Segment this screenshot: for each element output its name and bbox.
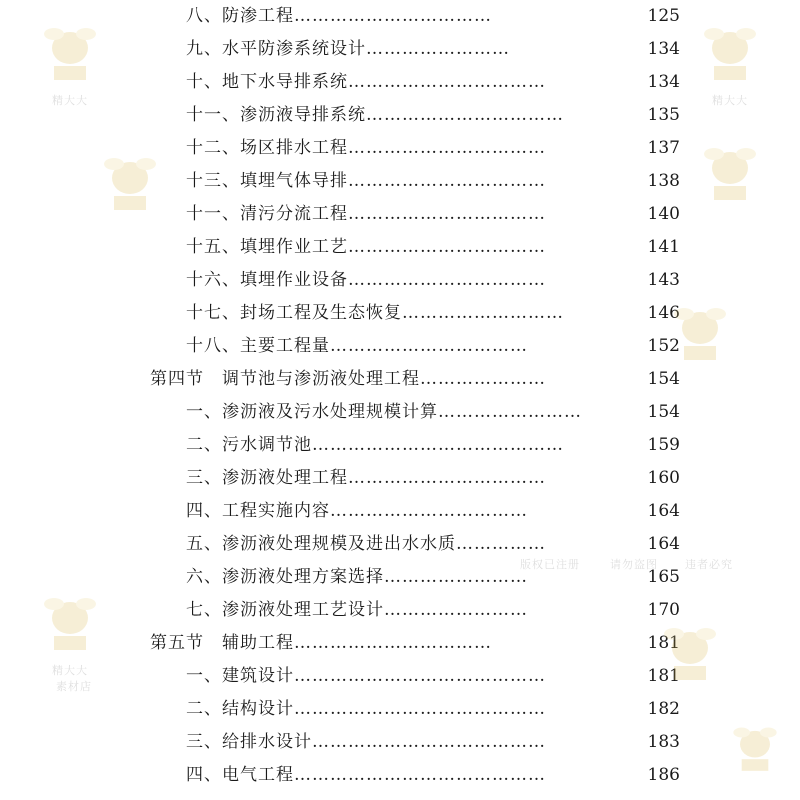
dot-leader: …………………………… bbox=[348, 468, 546, 488]
toc-page-number: 181 bbox=[647, 633, 680, 653]
dot-leader: …………………… bbox=[384, 567, 528, 587]
bee-logo-icon bbox=[700, 140, 760, 210]
toc-entry-label: 四、工程实施内容 bbox=[186, 501, 330, 521]
toc-entry-label: 十五、填埋作业工艺 bbox=[186, 237, 348, 257]
toc-entry[interactable] bbox=[186, 297, 600, 330]
toc-page-number: 182 bbox=[647, 699, 680, 719]
dot-leader: …………………………………… bbox=[294, 666, 546, 686]
toc-entry[interactable] bbox=[186, 396, 600, 429]
toc-entry-label: 十、地下水导排系统 bbox=[186, 72, 348, 92]
dot-leader: …………………………………… bbox=[294, 765, 546, 785]
bee-logo-icon bbox=[660, 620, 720, 690]
toc-entry[interactable] bbox=[186, 231, 600, 264]
toc-entry-label: 一、建筑设计 bbox=[186, 666, 294, 686]
dot-leader: …………………………… bbox=[348, 204, 546, 224]
toc-entry[interactable] bbox=[186, 759, 600, 792]
toc-entry-label: 四、电气工程 bbox=[186, 765, 294, 785]
toc-page-number: 170 bbox=[647, 600, 680, 620]
toc-entry[interactable] bbox=[186, 0, 600, 33]
dot-leader: …………………… bbox=[438, 402, 582, 422]
toc-page-number: 140 bbox=[647, 204, 680, 224]
watermark-notice: 版权已注册 bbox=[520, 558, 580, 571]
dot-leader: …………………………… bbox=[348, 237, 546, 257]
bee-logo-icon bbox=[40, 590, 100, 660]
bee-logo-icon bbox=[700, 20, 760, 90]
toc-entry[interactable] bbox=[186, 165, 600, 198]
toc-entry-label: 一、渗沥液及污水处理规模计算 bbox=[186, 402, 438, 422]
toc-entry-label: 五、渗沥液处理规模及进出水水质 bbox=[186, 534, 456, 554]
toc-entry-label: 十三、填埋气体导排 bbox=[186, 171, 348, 191]
watermark-sub: 素材店 bbox=[56, 680, 92, 693]
bee-logo-icon bbox=[670, 300, 730, 370]
toc-entry-label: 十七、封场工程及生态恢复 bbox=[186, 303, 402, 323]
toc-entry-label: 九、水平防渗系统设计 bbox=[186, 39, 366, 59]
toc-entry-label: 十一、渗沥液导排系统 bbox=[186, 105, 366, 125]
dot-leader: …………………………… bbox=[330, 336, 528, 356]
watermark-brand: 精大大 bbox=[52, 94, 88, 107]
toc-page-number: 141 bbox=[647, 237, 680, 257]
toc-page-number: 134 bbox=[647, 39, 680, 59]
toc-entry-label: 八、防渗工程 bbox=[186, 6, 294, 26]
toc-page-number: 125 bbox=[647, 6, 680, 26]
toc-page-number: 138 bbox=[647, 171, 680, 191]
toc-entry-label: 十八、主要工程量 bbox=[186, 336, 330, 356]
toc-page-number: 146 bbox=[647, 303, 680, 323]
toc-page-number: 186 bbox=[647, 765, 680, 785]
toc-page-number: 137 bbox=[647, 138, 680, 158]
toc-entry[interactable] bbox=[186, 660, 600, 693]
toc-page-number: 164 bbox=[647, 501, 680, 521]
watermark-brand: 精大大 bbox=[712, 94, 748, 107]
toc-section-heading[interactable] bbox=[150, 627, 600, 660]
toc-page-number: 143 bbox=[647, 270, 680, 290]
dot-leader: …………………………… bbox=[348, 72, 546, 92]
watermark-brand: 精大大 bbox=[52, 664, 88, 677]
toc-entry[interactable] bbox=[186, 693, 600, 726]
dot-leader: …………………………………… bbox=[294, 699, 546, 719]
toc-entry-label: 六、渗沥液处理方案选择 bbox=[186, 567, 384, 587]
toc-entry-label: 十一、清污分流工程 bbox=[186, 204, 348, 224]
dot-leader: …………………………… bbox=[330, 501, 528, 521]
dot-leader: …………………………… bbox=[294, 633, 492, 653]
toc-entry[interactable] bbox=[186, 726, 600, 759]
dot-leader: ………………… bbox=[420, 369, 546, 389]
toc-entry[interactable] bbox=[186, 33, 600, 66]
toc-page-number: 160 bbox=[647, 468, 680, 488]
dot-leader: …………………… bbox=[384, 600, 528, 620]
toc-entry[interactable] bbox=[186, 429, 600, 462]
toc-entry[interactable] bbox=[186, 462, 600, 495]
toc-entry[interactable] bbox=[186, 99, 600, 132]
toc-page-number: 159 bbox=[647, 435, 680, 455]
dot-leader: …………… bbox=[456, 534, 546, 554]
dot-leader: …………………………… bbox=[366, 105, 564, 125]
toc-entry-label: 十二、场区排水工程 bbox=[186, 138, 348, 158]
dot-leader: …………………………… bbox=[294, 6, 492, 26]
watermark-notice: 违者必究 bbox=[685, 558, 733, 571]
toc-entry[interactable] bbox=[186, 594, 600, 627]
toc-entry[interactable] bbox=[186, 330, 600, 363]
toc-entry-label: 二、污水调节池 bbox=[186, 435, 312, 455]
toc-entry-label: 第四节 调节池与渗沥液处理工程 bbox=[150, 369, 420, 389]
dot-leader: …………………………… bbox=[348, 138, 546, 158]
toc-entry-label: 七、渗沥液处理工艺设计 bbox=[186, 600, 384, 620]
toc-section-heading[interactable] bbox=[150, 363, 600, 396]
dot-leader: …………………………… bbox=[348, 270, 546, 290]
toc-entry-label: 第五节 辅助工程 bbox=[150, 633, 294, 653]
toc-entry-label: 二、结构设计 bbox=[186, 699, 294, 719]
dot-leader: ………………………………… bbox=[312, 732, 546, 752]
toc-entry[interactable] bbox=[186, 198, 600, 231]
toc-page-number: 135 bbox=[647, 105, 680, 125]
toc-entry-label: 三、渗沥液处理工程 bbox=[186, 468, 348, 488]
toc-page-number: 165 bbox=[647, 567, 680, 587]
bee-logo-icon bbox=[730, 720, 780, 780]
toc-entry[interactable] bbox=[186, 264, 600, 297]
toc-page-number: 134 bbox=[647, 72, 680, 92]
toc-entry[interactable] bbox=[186, 66, 600, 99]
toc-entry-label: 十六、填埋作业设备 bbox=[186, 270, 348, 290]
dot-leader: …………………………… bbox=[348, 171, 546, 191]
dot-leader: …………………… bbox=[366, 39, 510, 59]
toc-page-number: 152 bbox=[647, 336, 680, 356]
dot-leader: ……………………… bbox=[402, 303, 564, 323]
toc-page-number: 164 bbox=[647, 534, 680, 554]
toc-entry-label: 三、给排水设计 bbox=[186, 732, 312, 752]
toc-entry[interactable] bbox=[186, 495, 600, 528]
toc-page-number: 181 bbox=[647, 666, 680, 686]
dot-leader: …………………………………… bbox=[312, 435, 564, 455]
toc-page-number: 183 bbox=[647, 732, 680, 752]
toc-page-number: 154 bbox=[647, 369, 680, 389]
bee-logo-icon bbox=[40, 20, 100, 90]
toc-entry[interactable] bbox=[186, 132, 600, 165]
toc-page-number: 154 bbox=[647, 402, 680, 422]
watermark-notice: 请勿盗图 bbox=[610, 558, 658, 571]
bee-logo-icon bbox=[100, 150, 160, 220]
